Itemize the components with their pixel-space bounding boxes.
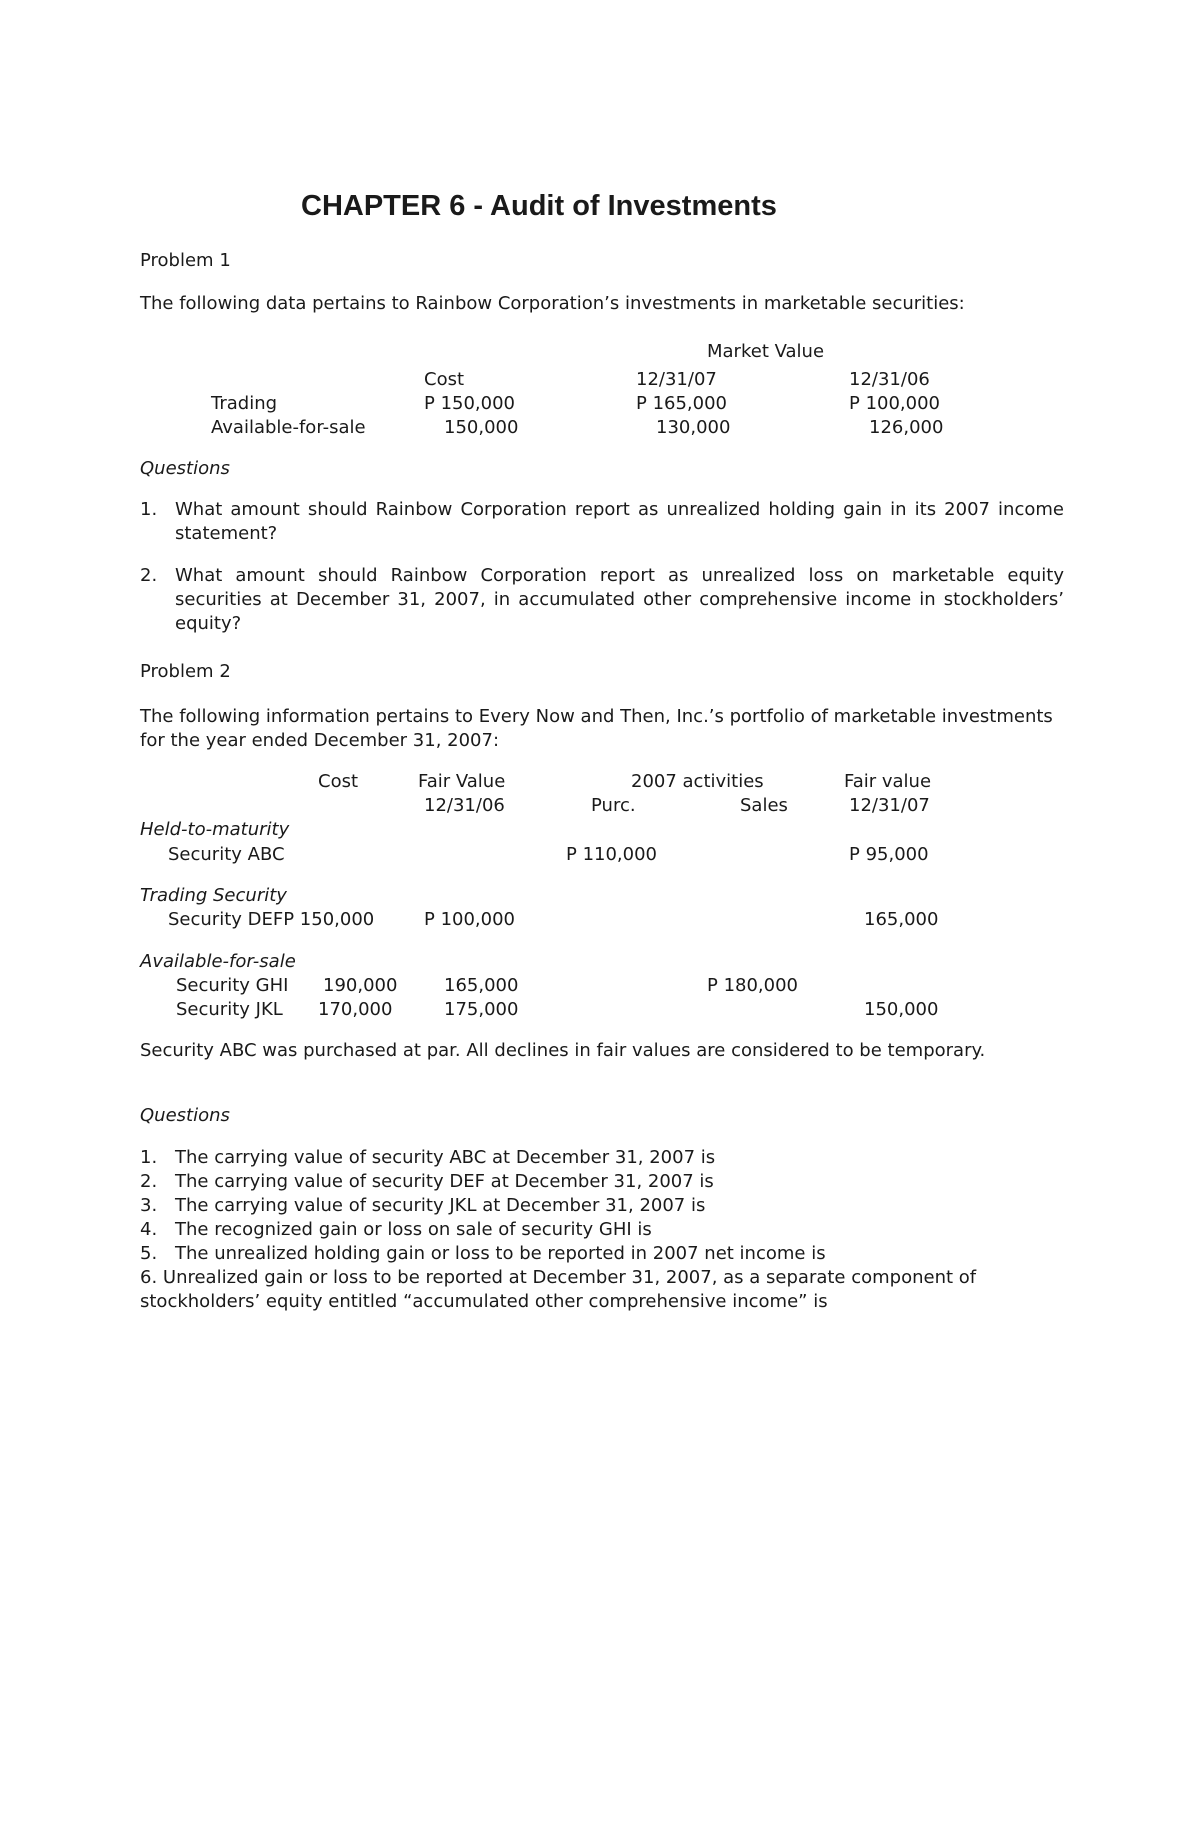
- question-number: 2.: [140, 1171, 158, 1192]
- list-item: [140, 1170, 1064, 1194]
- afs-mv07: 130,000: [656, 417, 731, 438]
- col-header-cost: Cost: [318, 771, 359, 792]
- jkl-fv07: 150,000: [864, 999, 939, 1020]
- question-text: What amount should Rainbow Corporation report as unrealized loss on marketable equity securities at December 31, 2007, in accumulated other comprehensive income in stockholders’ equity?: [175, 565, 1064, 634]
- problem1-intro: The following data pertains to Rainbow Corporation’s investments in marketable securities:: [140, 293, 965, 314]
- def-fv07: 165,000: [864, 909, 939, 930]
- ghi-fv06: 165,000: [444, 975, 519, 996]
- row-label-abc: Security ABC: [168, 844, 285, 865]
- list-item: [140, 1218, 1064, 1242]
- col-header-cost: Cost: [424, 369, 465, 390]
- problem2-intro: The following information pertains to Every Now and Then, Inc.’s portfolio of marketable investments for the year ended December 31, 2007:: [140, 706, 1053, 751]
- question-text: The carrying value of security ABC at December 31, 2007 is: [175, 1147, 716, 1168]
- question-text: The carrying value of security DEF at December 31, 2007 is: [175, 1171, 714, 1192]
- list-item: [140, 498, 1064, 546]
- problem2-question-6: 6. Unrealized gain or loss to be reported at December 31, 2007, as a separate component of stockholders’ equity entitled “accumulated other comprehensive income” is: [140, 1267, 977, 1312]
- list-item: [140, 1194, 1064, 1218]
- abc-fv07: P 95,000: [849, 844, 929, 865]
- question-number: 4.: [140, 1219, 158, 1240]
- problem2-questions-heading: Questions: [140, 1105, 230, 1126]
- jkl-fv06: 175,000: [444, 999, 519, 1020]
- trading-mv07: P 165,000: [636, 393, 728, 414]
- list-item: [140, 1242, 1064, 1266]
- problem2-heading: Problem 2: [140, 661, 231, 682]
- row-label-jkl: Security JKL: [176, 999, 283, 1020]
- abc-purc: P 110,000: [566, 844, 658, 865]
- problem1-heading: Problem 1: [140, 250, 231, 271]
- question-text: The carrying value of security JKL at December 31, 2007 is: [175, 1195, 706, 1216]
- row-label-def: Security DEFP 150,000: [168, 909, 375, 930]
- question-text: What amount should Rainbow Corporation report as unrealized holding gain in its 2007 income statement?: [175, 499, 1064, 544]
- col-header-activities: 2007 activities: [631, 771, 764, 792]
- row-label-trading: Trading: [211, 393, 278, 414]
- col-header-sales: Sales: [740, 795, 788, 816]
- question-text: The unrealized holding gain or loss to be reported in 2007 net income is: [175, 1243, 826, 1264]
- ghi-sales: P 180,000: [707, 975, 799, 996]
- col-header-mv07: 12/31/07: [636, 369, 717, 390]
- question-text: The recognized gain or loss on sale of security GHI is: [175, 1219, 652, 1240]
- ghi-cost: 190,000: [323, 975, 398, 996]
- trading-cost: P 150,000: [424, 393, 516, 414]
- question-number: 5.: [140, 1243, 158, 1264]
- section-label-afs: Available-for-sale: [140, 951, 296, 972]
- jkl-cost: 170,000: [318, 999, 393, 1020]
- section-label-trading: Trading Security: [140, 885, 287, 906]
- question-number: 1.: [140, 499, 158, 520]
- market-value-header: Market Value: [707, 341, 825, 362]
- list-item: [140, 564, 1064, 636]
- problem1-question-list: [140, 498, 1064, 636]
- afs-mv06: 126,000: [869, 417, 944, 438]
- col-header-fv07-date: 12/31/07: [849, 795, 930, 816]
- afs-cost: 150,000: [444, 417, 519, 438]
- section-label-htm: Held-to-maturity: [140, 819, 290, 840]
- question-number: 3.: [140, 1195, 158, 1216]
- row-label-afs: Available-for-sale: [211, 417, 366, 438]
- list-item: [140, 1146, 1064, 1170]
- page-title: CHAPTER 6 - Audit of Investments: [301, 190, 777, 222]
- def-fv06: P 100,000: [424, 909, 516, 930]
- problem2-note: Security ABC was purchased at par. All declines in fair values are considered to be temporary.: [140, 1040, 986, 1061]
- col-header-mv06: 12/31/06: [849, 369, 930, 390]
- problem1-questions-heading: Questions: [140, 458, 230, 479]
- trading-mv06: P 100,000: [849, 393, 941, 414]
- problem2-question-list: [140, 1146, 1064, 1266]
- row-label-ghi: Security GHI: [176, 975, 289, 996]
- col-header-fv06-date: 12/31/06: [424, 795, 505, 816]
- col-header-purc: Purc.: [591, 795, 636, 816]
- col-header-fv07: Fair value: [844, 771, 932, 792]
- question-number: 1.: [140, 1147, 158, 1168]
- col-header-fv06: Fair Value: [418, 771, 506, 792]
- question-number: 2.: [140, 565, 158, 586]
